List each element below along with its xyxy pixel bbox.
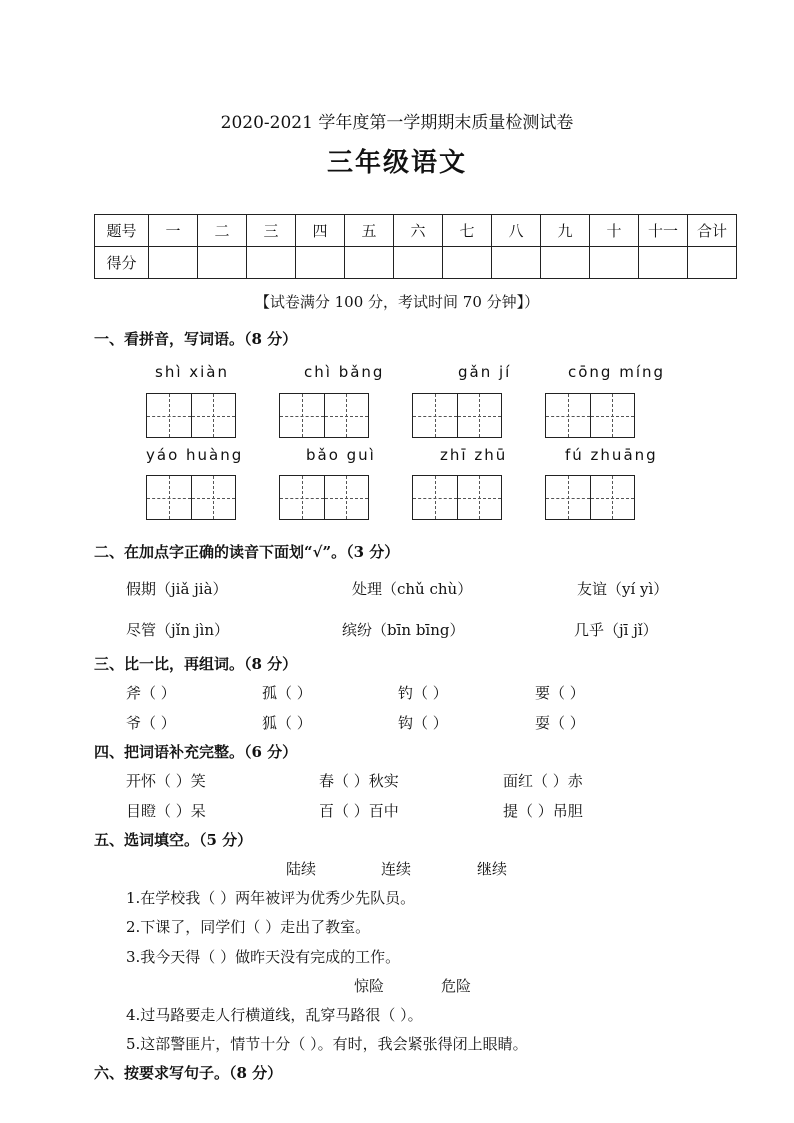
word-choice: 危险 — [441, 977, 472, 995]
question-item[interactable]: 1.在学校我（ ）两年被评为优秀少先队员。 — [126, 889, 416, 907]
score-input-cell[interactable] — [492, 247, 541, 279]
question-item[interactable]: 爷（ ） — [126, 714, 176, 732]
score-input-cell[interactable] — [149, 247, 198, 279]
question-item[interactable]: 耍（ ） — [535, 714, 585, 732]
writing-grid[interactable] — [279, 393, 369, 438]
question-item[interactable]: 假期（jiǎ jià） — [126, 580, 228, 598]
score-input-cell[interactable] — [198, 247, 247, 279]
pinyin-label: cōng míng — [568, 363, 666, 381]
score-cell: 一 — [149, 215, 198, 247]
question-item[interactable]: 目瞪（ ）呆 — [126, 802, 206, 820]
pinyin-label: chì bǎng — [304, 363, 385, 381]
pinyin-label: gǎn jí — [458, 363, 512, 381]
question-item[interactable]: 开怀（ ）笑 — [126, 772, 206, 790]
question-item[interactable]: 春（ ）秋实 — [319, 772, 399, 790]
exam-title: 2020-2021 学年度第一学期期末质量检测试卷 — [220, 113, 574, 133]
score-cell: 四 — [296, 215, 345, 247]
writing-grid[interactable] — [412, 393, 502, 438]
word-choice: 陆续 — [286, 860, 317, 878]
score-cell: 十 — [590, 215, 639, 247]
section-6-heading: 六、按要求写句子。（8 分） — [94, 1064, 283, 1082]
score-cell: 五 — [345, 215, 394, 247]
score-cell: 三 — [247, 215, 296, 247]
pinyin-label: yáo huàng — [146, 446, 244, 464]
section-4-heading: 四、把词语补充完整。（6 分） — [94, 743, 298, 761]
question-item[interactable]: 钓（ ） — [398, 684, 448, 702]
exam-subject: 三年级语文 — [326, 148, 467, 178]
question-item[interactable]: 缤纷（bīn bīng） — [342, 621, 465, 639]
question-item[interactable]: 提（ ）吊胆 — [503, 802, 583, 820]
pinyin-label: shì xiàn — [155, 363, 230, 381]
score-cell: 题号 — [95, 215, 149, 247]
score-input-cell[interactable] — [688, 247, 737, 279]
writing-grid[interactable] — [279, 475, 369, 520]
score-input-cell[interactable] — [541, 247, 590, 279]
score-table-score-row — [95, 247, 737, 279]
score-input-cell[interactable] — [296, 247, 345, 279]
score-cell: 得分 — [95, 247, 149, 279]
question-item[interactable]: 友谊（yí yì） — [577, 580, 669, 598]
score-input-cell[interactable] — [639, 247, 688, 279]
question-item[interactable]: 4.过马路要走人行横道线，乱穿马路很（ ）。 — [126, 1006, 423, 1024]
score-cell: 二 — [198, 215, 247, 247]
question-item[interactable]: 要（ ） — [535, 684, 585, 702]
pinyin-label: bǎo guì — [306, 446, 376, 464]
word-choice: 连续 — [381, 860, 412, 878]
question-item[interactable]: 狐（ ） — [262, 714, 312, 732]
question-item[interactable]: 几乎（jī jǐ） — [574, 621, 658, 639]
score-input-cell[interactable] — [590, 247, 639, 279]
writing-grid[interactable] — [146, 475, 236, 520]
word-choice: 惊险 — [354, 977, 385, 995]
question-item[interactable]: 孤（ ） — [262, 684, 312, 702]
section-5-heading: 五、选词填空。（5 分） — [94, 831, 253, 849]
score-cell: 合计 — [688, 215, 737, 247]
score-table-header-row — [95, 215, 737, 247]
question-item[interactable]: 面红（ ）赤 — [503, 772, 583, 790]
writing-grid[interactable] — [412, 475, 502, 520]
score-cell: 八 — [492, 215, 541, 247]
score-cell: 六 — [394, 215, 443, 247]
question-item[interactable]: 斧（ ） — [126, 684, 176, 702]
word-choice: 继续 — [477, 860, 508, 878]
pinyin-label: fú zhuāng — [565, 446, 658, 464]
pinyin-label: zhī zhū — [440, 446, 508, 464]
question-item[interactable]: 尽管（jǐn jìn） — [126, 621, 229, 639]
score-table — [94, 214, 737, 279]
writing-grid[interactable] — [545, 393, 635, 438]
score-input-cell[interactable] — [345, 247, 394, 279]
score-input-cell[interactable] — [394, 247, 443, 279]
question-item[interactable]: 2.下课了，同学们（ ）走出了教室。 — [126, 918, 371, 936]
question-item[interactable]: 钩（ ） — [398, 714, 448, 732]
score-cell: 十一 — [639, 215, 688, 247]
writing-grid[interactable] — [545, 475, 635, 520]
exam-note: 【试卷满分 100 分，考试时间 70 分钟】） — [254, 293, 540, 311]
score-cell: 九 — [541, 215, 590, 247]
score-input-cell[interactable] — [443, 247, 492, 279]
score-cell: 七 — [443, 215, 492, 247]
section-3-heading: 三、比一比，再组词。（8 分） — [94, 655, 298, 673]
score-input-cell[interactable] — [247, 247, 296, 279]
question-item[interactable]: 5.这部警匪片，情节十分（ ）。有时，我会紧张得闭上眼睛。 — [126, 1035, 528, 1053]
section-1-heading: 一、看拼音，写词语。（8 分） — [94, 330, 298, 348]
section-2-heading: 二、在加点字正确的读音下面划“√”。（3 分） — [94, 543, 400, 561]
question-item[interactable]: 百（ ）百中 — [319, 802, 399, 820]
writing-grid[interactable] — [146, 393, 236, 438]
question-item[interactable]: 3.我今天得（ ）做昨天没有完成的工作。 — [126, 948, 401, 966]
question-item[interactable]: 处理（chǔ chù） — [352, 580, 473, 598]
